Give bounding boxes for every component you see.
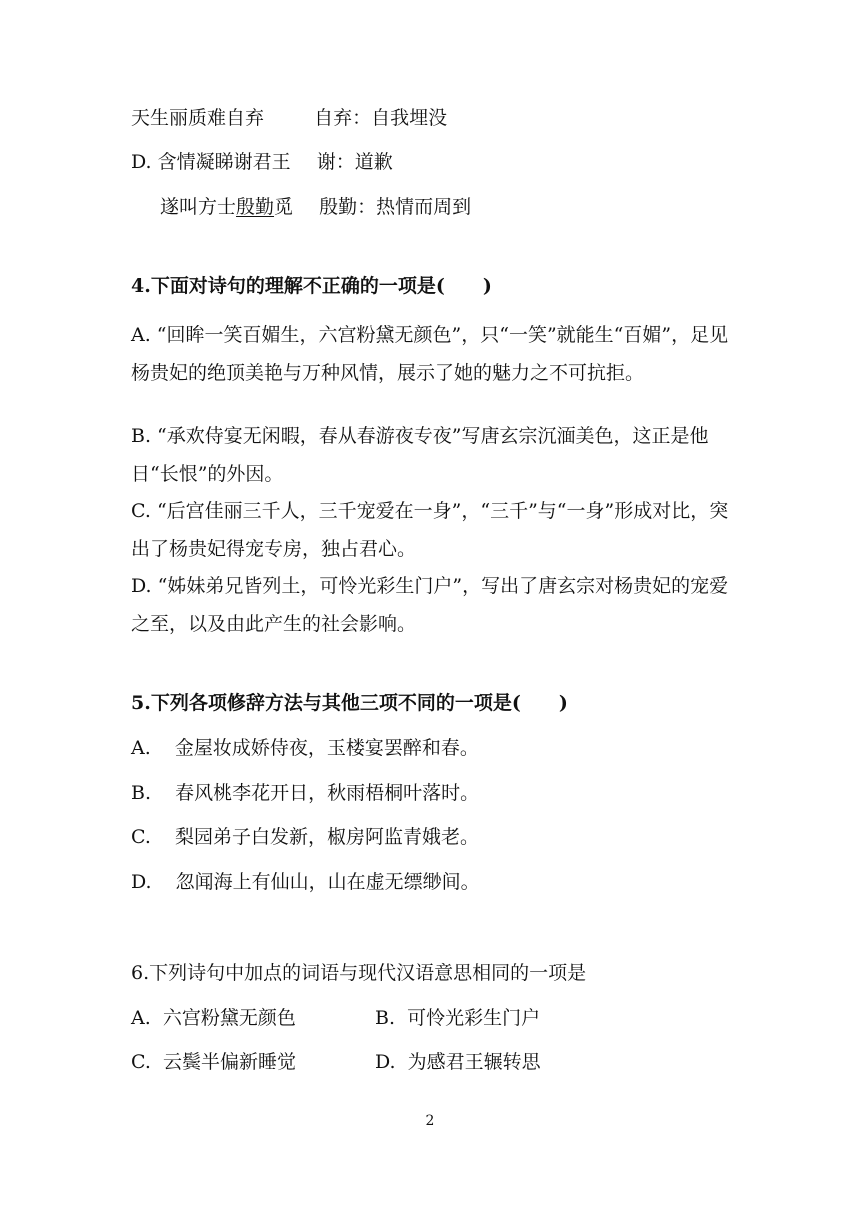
q3-option-d-line2 — [160, 195, 471, 219]
q3-option-d-label: D. — [131, 151, 152, 173]
q6-option-a-label: A. — [131, 1007, 151, 1029]
q3-d2-underlined-word: 殷勤 — [236, 196, 275, 218]
q4-option-d: D. “姊妹弟兄皆列土，可怜光彩生门户”，写出了唐玄宗对杨贵妃的宠爱之至，以及由此产生的社会影响。 — [131, 575, 729, 635]
q3-option-d-right: 谢：道歉 — [316, 151, 393, 173]
q3-d2-right: 殷勤：热情而周到 — [319, 196, 472, 218]
q4-option-c: C. “后宫佳丽三千人，三千宠爱在一身”，“三千”与“一身”形成对比，突出了杨贵妃得宠专房，独占君心。 — [131, 500, 729, 560]
q5-option-b-text: 春风桃李花开日，秋雨梧桐叶落时。 — [175, 782, 480, 804]
q5-option-a-label: A. — [131, 737, 151, 759]
q5-option-d-text: 忽闻海上有仙山，山在虚无缥缈间。 — [175, 871, 480, 893]
q3-d2-post: 觅 — [274, 196, 294, 218]
q6-option-b — [375, 1006, 540, 1030]
q4-option-b: B. “承欢侍宴无闲暇，春从春游夜专夜”写唐玄宗沉湎美色，这正是他日“长恨”的外因。 — [131, 425, 709, 485]
q3-option-d-left: 含情凝睇谢君王 — [157, 151, 291, 173]
q5-option-d — [131, 870, 480, 894]
q5-option-c — [131, 825, 479, 849]
q3-line-right: 自弃：自我埋没 — [314, 107, 448, 129]
q5-title: 5.下列各项修辞方法与其他三项不同的一项是( ) — [131, 692, 568, 714]
q5-option-b-label: B. — [131, 782, 152, 804]
q6-option-b-label: B. — [375, 1007, 396, 1029]
page-number: 2 — [425, 1113, 435, 1129]
q3-option-d — [131, 150, 393, 174]
q5-option-b — [131, 781, 479, 805]
q5-option-a-text: 金屋妆成娇侍夜，玉楼宴罢醉和春。 — [174, 737, 479, 759]
q6-option-c-label: C. — [131, 1051, 151, 1073]
q5-option-a — [131, 736, 479, 760]
q6-title: 6.下列诗句中加点的词语与现代汉语意思相同的一项是 — [131, 962, 587, 984]
q6-option-a — [131, 1006, 296, 1030]
q6-option-c — [131, 1050, 296, 1074]
q6-option-d — [375, 1050, 541, 1074]
q3-line-left: 天生丽质难自弃 — [131, 107, 265, 129]
q3-d2-pre: 遂叫方士 — [160, 196, 237, 218]
q3-continuation-line — [131, 106, 447, 130]
q6-option-d-label: D. — [375, 1051, 396, 1073]
q5-option-d-label: D. — [131, 871, 152, 893]
q6-option-d-text: 为感君王辗转思 — [407, 1051, 541, 1073]
q6-option-b-text: 可怜光彩生门户 — [407, 1007, 541, 1029]
q6-option-c-text: 云鬓半偏新睡觉 — [162, 1051, 296, 1073]
q4-title: 4.下面对诗句的理解不正确的一项是( ) — [131, 275, 492, 297]
q5-option-c-text: 梨园弟子白发新，椒房阿监青娥老。 — [174, 826, 479, 848]
q5-option-c-label: C. — [131, 826, 151, 848]
q6-option-a-text: 六宫粉黛无颜色 — [162, 1007, 296, 1029]
q4-option-a: A. “回眸一笑百媚生，六宫粉黛无颜色”，只“一笑”就能生“百媚”，足见杨贵妃的绝顶美艳与万种风情，展示了她的魅力之不可抗拒。 — [131, 324, 729, 384]
